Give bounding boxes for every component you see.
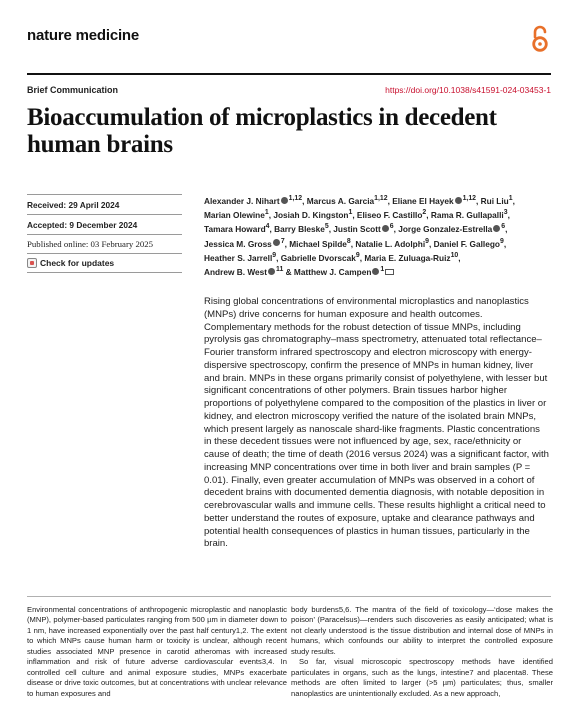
journal-name[interactable]: nature medicine: [27, 27, 140, 44]
meta-divider: [27, 272, 182, 273]
author-affiliation: 9: [499, 237, 504, 245]
body-paragraph: So far, visual microscopic spectroscopy methods have identified particulates in organs, such as the lungs, intestine7 and placenta8. These methods are often limited to larger (>5 µm) particulates; thus, smaller nanoplastics are unintentionally excluded. As a new approach,: [291, 657, 553, 698]
author-line: Jessica M. Gross $^7$, Michael Spilde$^8$, Natalie L. Adolphi$^9$, Daniel F. Gallego$^9$,: [204, 237, 507, 249]
author-name[interactable]: Jessica M. Gross: [204, 238, 272, 249]
author-name[interactable]: , Jorge Gonzalez-Estrella: [393, 224, 493, 235]
author-affiliation: 1,12: [288, 195, 303, 202]
author-line: Alexander J. Nihart $^{1,12}$, Marcus A. Garcia$^{1,12}$, Eliane El Hayek $^{1,12}$, Rui Liu$^1$,: [204, 195, 515, 206]
author-name[interactable]: , Marcus A. Garcia: [302, 195, 375, 206]
email-icon[interactable]: [385, 269, 394, 275]
author-name[interactable]: Alexander J. Nihart: [204, 195, 280, 206]
body-paragraph: body burdens5,6. The mantra of the field of toxicology—‘dose makes the poison’ (Paracelsus)—renders such discoveries as easily anticipated; what is not clearly understood is the tissue distribution and internal dose of MNPs in humans, which confounds our ability to interpret the controlled exposure study results.: [291, 605, 553, 656]
author-line: Marian Olewine$^1$, Josiah D. Kingston$^1$, Eliseo F. Castillo$^2$, Rama R. Gullapalli$^3$,: [204, 209, 510, 220]
check-updates-label: Check for updates: [40, 258, 115, 268]
body-column-left: [27, 605, 287, 699]
article-title: Bioaccumulation of microplastics in decedent human brains: [27, 104, 497, 158]
author-name[interactable]: , Gabrielle Dvorscak: [276, 252, 356, 263]
orcid-icon[interactable]: [455, 197, 462, 204]
author-affiliation: 2: [422, 209, 427, 217]
abstract-text: Rising global concentrations of environmental microplastics and nanoplastics (MNPs) drive concerns for human exposure and health outcomes. Complementary methods for the robust detection of tissue MNPs, including pyrolysis gas chromatography–mass spectrometry, attenuated total reflectance–Fourier transform infrared spectroscopy and electron microscopy with energy-dispersive spectroscopy, confirm the presence of MNPs in human kidney, liver and brain. MNPs in these organs primarily consist of polyethylene, with lesser but significant concentrations of other polymers. Brain tissues harbor higher proportions of polyethylene compared to the composition of the plastics in liver or kidney, and electron microscopy verified the nature of the isolated brain MNPs, which present largely as nanoscale shard-like fragments. Plastic concentrations in these decedent tissues were not influenced by age, sex, race/ethnicity or cause of death; the time of death (2016 versus 2024) was a significant factor, with increasing MNP concentrations over time in both liver and brain samples (P = 0.01). Finally, even greater accumulation of MNPs was observed in a cohort of decedent brains with documented dementia diagnosis, with notable deposition in cerebrovascular walls and immune cells. These results highlight a critical need to better understand the routes of exposure, uptake and clearance pathways and potential health consequences of plastics in human tissues, particularly in the brain.: [204, 296, 549, 550]
author-affiliation: 10: [450, 251, 459, 259]
author-name[interactable]: , Justin Scott: [328, 224, 381, 235]
author-name[interactable]: Andrew B. West: [204, 266, 268, 277]
author-name[interactable]: , Michael Spilde: [284, 238, 347, 249]
body-column-right: [291, 605, 553, 699]
header-rule: [27, 73, 551, 75]
meta-divider: [27, 214, 182, 215]
author-affiliation: 3: [503, 209, 508, 217]
check-for-updates-button[interactable]: [27, 258, 114, 268]
published-date: Published online: 03 February 2025: [27, 239, 154, 249]
author-affiliation: 1: [508, 195, 513, 202]
author-line: Tamara Howard$^4$, Barry Bleske$^5$, Justin Scott $^6$, Jorge Gonzalez-Estrella $^6$,: [204, 223, 508, 235]
author-affiliation: 1,12: [374, 195, 388, 202]
open-access-icon: [531, 24, 549, 54]
author-name[interactable]: , Barry Bleske: [269, 224, 325, 235]
author-affiliation: 6: [501, 223, 506, 231]
author-name[interactable]: Heather S. Jarrell: [204, 252, 273, 263]
orcid-icon[interactable]: [281, 197, 288, 204]
doi-link[interactable]: https://doi.org/10.1038/s41591-024-03453-1: [385, 85, 551, 95]
author-line: [204, 264, 559, 278]
author-name[interactable]: , Rui Liu: [476, 195, 509, 206]
author-affiliation: 9: [355, 251, 360, 259]
author-affiliation: 9: [272, 251, 277, 259]
author-affiliation: 5: [324, 223, 329, 231]
author-affiliation: 1: [380, 265, 385, 273]
meta-divider: [27, 253, 182, 254]
author-affiliation: 1: [348, 209, 353, 217]
orcid-icon[interactable]: [273, 239, 280, 246]
orcid-icon[interactable]: [493, 225, 500, 232]
author-name[interactable]: Marian Olewine: [204, 209, 265, 220]
article-type: Brief Communication: [27, 85, 119, 95]
abstract: [204, 296, 549, 551]
author-name[interactable]: , Natalie L. Adolphi: [350, 238, 426, 249]
author-name[interactable]: , Rama R. Gullapalli: [426, 209, 504, 220]
author-name[interactable]: , Josiah D. Kingston: [268, 209, 349, 220]
author-list: [204, 193, 559, 278]
author-affiliation: 1,12: [462, 195, 477, 202]
received-date: Received: 29 April 2024: [27, 200, 120, 210]
author-affiliation: 1: [264, 209, 269, 217]
author-name[interactable]: , Eliseo F. Castillo: [352, 209, 423, 220]
orcid-icon[interactable]: [372, 268, 379, 275]
orcid-icon[interactable]: [382, 225, 389, 232]
meta-divider: [27, 234, 182, 235]
author-affiliation: 11: [276, 265, 284, 273]
author-affiliation: 6: [389, 223, 394, 231]
author-affiliation: 9: [425, 237, 429, 245]
orcid-icon[interactable]: [268, 268, 275, 275]
author-name[interactable]: , Daniel F. Gallego: [428, 238, 500, 249]
section-divider: [27, 596, 551, 597]
accepted-date: Accepted: 9 December 2024: [27, 220, 138, 230]
author-line: Heather S. Jarrell$^9$, Gabrielle Dvorscak$^9$, Maria E. Zuluaga-Ruiz$^{10}$,: [204, 251, 461, 263]
check-updates-icon: [27, 258, 37, 268]
author-affiliation: 7: [280, 237, 285, 245]
author-name[interactable]: , Eliane El Hayek: [387, 195, 454, 206]
author-affiliation: 4: [265, 223, 270, 231]
body-paragraph: Environmental concentrations of anthropogenic microplastic and nanoplastic (MNP), polymer-based particulates ranging from 500 µm in diameter down to 1 nm, have increased exponentially over the past half century1,2. The extent to which MNPs cause human harm or toxicity is unclear, although recent studies associated MNP presence in carotid atheromas with increased inflammation and risk of future adverse cardiovascular events3,4. In controlled cell culture and animal exposure studies, MNPs exacerbate disease or drive toxic outcomes, but at concentrations with unclear relevance to human exposures and: [27, 605, 287, 698]
author-name[interactable]: , Maria E. Zuluaga-Ruiz: [359, 252, 451, 263]
meta-divider: [27, 194, 182, 195]
author-name[interactable]: & Matthew J. Campen: [283, 266, 372, 277]
author-affiliation: 8: [346, 237, 351, 245]
author-name[interactable]: Tamara Howard: [204, 224, 266, 235]
